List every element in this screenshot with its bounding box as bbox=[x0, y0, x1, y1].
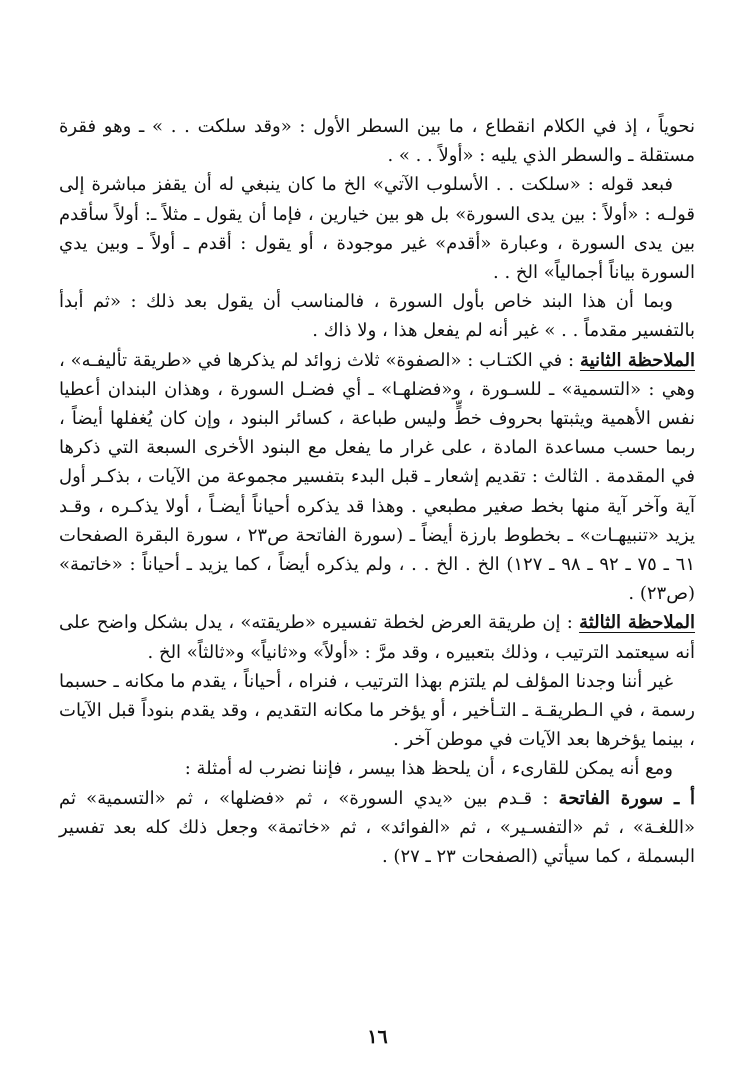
paragraph-text: : قـدم بين «يدي السورة» ، ثم «فضلها» ، ثم «التسمية» ثم «اللغـة» ، ثم «التفسـير» ، ثم «الفوائد» ، ثم «خاتمة» وجعل ذلك كله بعد تفسير البسملة ، كما سيأتي (الصفحات ٢٣ ـ ٢٧) . bbox=[59, 787, 695, 868]
paragraph-text: : إن طريقة العرض لخطة تفسيره «طريقته» ، يدل بشكل واضح على أنه سيعتمد الترتيب ، وذلك بتعبيره ، وقد مرَّ : «أولاً» و«ثانياً» و«ثالثاً» الخ . bbox=[59, 612, 695, 663]
example-paragraph bbox=[59, 784, 695, 872]
paragraph-text: : في الكتـاب : «الصفوة» ثلاث زوائد لم يذكرها في «طريقة تأليفـه» ، وهي : «التسمية» ـ للسـورة ، و«فضلهـا» ـ أي فضـل السورة ، وهذان البندان أعطيا نفس الأهمية ويثبتها بحروف خطٍّ وليس طباعة ، كسائر البنود ، وإن كان يُغفلها أيضاً ، ربما حسب مساعدة المادة ، على غرار ما يفعل مع البنود الأخرى السبعة التي ذكرها في المقدمة . الثالث : تقديم إشعار ـ قبل البدء بتفسير مجموعة من الآيات ، بذكـر أول آية وآخر آية منها بخط صغير مطبعي . وهذا قد يذكره أحياناً أيضـاً ، أولا يذكـره ، وقـد يزيد «تنبيهـات» ـ بخطوط بارزة أيضاً ـ (سورة الفاتحة ص٢٣ ، سورة البقرة الصفحات ٦١ ـ ٧٥ ـ ٩٢ ـ ٩٨ ـ ١٢٧) الخ . الخ . . ، ولم يذكره أيضاً ، كما يزيد ـ أحياناً : «خاتمة» (ص٢٣) . bbox=[59, 349, 696, 605]
paragraph-text: ومع أنه يمكن للقارىء ، أن يلحظ هذا بيسر ، فإننا نضرب له أمثلة : bbox=[184, 758, 673, 780]
paragraph bbox=[59, 287, 695, 345]
paragraph bbox=[59, 754, 695, 783]
page-number: ١٦ bbox=[367, 1026, 388, 1048]
example-heading: أ ـ سورة الفاتحة bbox=[558, 787, 695, 809]
note-heading: الملاحظة الثالثة bbox=[579, 612, 696, 634]
paragraph-text: فبعد قوله : «سلكت . . الأسلوب الآتي» الخ ما كان ينبغي له أن يقفز مباشرة إلى قولـه : «أولاً : بين يدى السورة» بل هو بين خيارين ، فإما أن يقول ـ مثلاً ـ: أولاً سأقدم بين يدى السورة ، وعبارة «أقدم» غير موجودة ، أو يقول : أقدم ـ أولاً ـ وبين يدي السورة بياناً أجمالياً» الخ . . bbox=[59, 174, 695, 284]
paragraph-text: غير أننا وجدنا المؤلف لم يلتزم بهذا الترتيب ، فنراه ، أحياناً ، يقدم ما مكانه ـ حسبما رسمة ، في الـطريقـة ـ التـأخير ، أو يؤخر ما مكانه التقديم ، وقد يقدم بنوداً قبل الآيات ، بينما يؤخرها بعد الآيات في موطن آخر . bbox=[59, 670, 695, 751]
note-paragraph bbox=[59, 346, 695, 609]
note-heading: الملاحظة الثانية bbox=[579, 349, 695, 371]
paragraph-text: نحوياً ، إذ في الكلام انقطاع ، ما بين السطر الأول : «وقد سلكت . . » ـ وهو فقرة مستقلة ـ والسطر الذي يليه : «أولاً . . » . bbox=[59, 116, 695, 167]
paragraph bbox=[59, 170, 695, 287]
note-paragraph bbox=[59, 608, 695, 666]
paragraph-text: وبما أن هذا البند خاص بأول السورة ، فالمناسب أن يقول بعد ذلك : «ثم أبدأ بالتفسير مقدماً . . » غير أنه لم يفعل هذا ، ولا ذاك . bbox=[59, 291, 695, 342]
paragraph-continuation bbox=[59, 112, 695, 170]
body-text bbox=[59, 112, 695, 871]
paragraph bbox=[59, 667, 695, 755]
